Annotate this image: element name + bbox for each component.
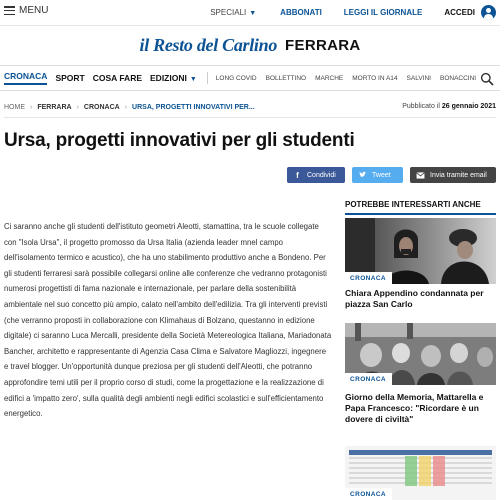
- nav-marche[interactable]: MARCHE: [315, 74, 344, 82]
- breadcrumb-current: URSA, PROGETTI INNOVATIVI PER...: [132, 104, 255, 111]
- related-heading: POTREBBE INTERESSARTI ANCHE: [345, 200, 496, 215]
- nav-salvini[interactable]: SALVINI: [406, 74, 431, 82]
- chevron-right-icon: ›: [124, 104, 128, 111]
- nav-divider: [207, 72, 208, 84]
- related-article-title[interactable]: Giorno della Memoria, Mattarella e Papa Francesco: "Ricordare è un dovere di civiltà": [345, 392, 484, 424]
- share-facebook-label: Condividi: [307, 171, 336, 179]
- publish-prefix: Pubblicato il: [402, 103, 440, 110]
- menu-label: MENU: [19, 5, 49, 16]
- breadcrumb: [4, 98, 496, 118]
- caret-down-icon: ▼: [189, 76, 197, 83]
- city-edition[interactable]: FERRARA: [285, 37, 361, 54]
- hamburger-icon: [4, 6, 15, 15]
- publish-date: [402, 103, 496, 110]
- chevron-right-icon: ›: [76, 104, 79, 111]
- share-email-button[interactable]: [410, 167, 496, 183]
- nav-morto-a14[interactable]: MORTO IN A14: [352, 74, 398, 82]
- article-title: Ursa, progetti innovativi per gli studenti: [4, 130, 355, 151]
- share-twitter-button[interactable]: [352, 167, 403, 183]
- caret-down-icon: ▼: [249, 10, 257, 17]
- related-article-image[interactable]: [345, 323, 496, 385]
- nav-bonaccini[interactable]: BONACCINI: [439, 74, 477, 82]
- user-avatar-icon[interactable]: [481, 5, 496, 20]
- brand-logo[interactable]: il Resto del Carlino: [139, 35, 278, 55]
- share-email-label: Invia tramite email: [430, 171, 487, 179]
- nav-long-covid[interactable]: LONG COVID: [215, 74, 257, 82]
- facebook-icon: f: [296, 170, 299, 180]
- share-facebook-button[interactable]: [287, 167, 345, 183]
- related-article-image[interactable]: [345, 218, 496, 284]
- breadcrumb-city[interactable]: FERRARA: [37, 104, 72, 111]
- publish-date-value: 26 gennaio 2021: [441, 103, 496, 110]
- leggi-giornale-link[interactable]: LEGGI IL GIORNALE: [343, 8, 423, 17]
- nav-bollettino[interactable]: BOLLETTINO: [265, 74, 307, 82]
- related-article-image[interactable]: [345, 446, 496, 500]
- breadcrumb-section[interactable]: CRONACA: [83, 104, 120, 111]
- chevron-right-icon: ›: [30, 104, 33, 111]
- abbonati-link[interactable]: ABBONATI: [280, 8, 322, 17]
- nav-cosa-fare[interactable]: COSA FARE: [92, 73, 143, 83]
- share-twitter-label: Tweet: [372, 171, 391, 179]
- twitter-icon: [358, 171, 367, 179]
- article-body: Ci saranno anche gli studenti dell'istituto geometri Aleotti, stamattina, tra le scuole collegate con "Isola Ursa", il progetto promosso da Ursa Italia (azienda leader mnel campo dell'isolamento termico e acustico), che ha uno stabilimento produttivo anche a Bondeno. Per gli studenti ferraresi sarà possibile collegarsi online alle conferenze che vedranno protagonisti numerosi progettisti di fama nazionale e internazionale, per parlare della sostenibilità ambientale nel suo concetto più ampio, calato nell'ambito dell'edilizia. Tra gli interventi previsti (che verranno proposti in collaborazione con Klimahaus di Bolzano, questanno in edizione digitale) ci saranno Luca Mercalli, presidente della Società Metereologica Italiana, Mariadonata Bancher, architetto e rappresentante di Agenzia Casa Clima e Salvatore Magliozzi, ingegnere e travel blogger. Un'opportunità dunque preziosa per gli studenti dell'Aleotti, che potranno approfondire temi utili per il proprio corso di studi, come la progettazione e la realizzazione di edifici a 'impatto zero', sulla qualità degli ambienti negli edifici scolastici e sull'efficientamento energetico.: [4, 222, 332, 419]
- top-bar: [0, 0, 500, 26]
- mail-icon: [416, 172, 425, 179]
- related-article-title[interactable]: Chiara Appendino condannata per piazza San Carlo: [345, 288, 484, 309]
- top-links: [210, 5, 496, 20]
- nav-edizioni[interactable]: [150, 73, 197, 83]
- nav-cronaca[interactable]: CRONACA: [4, 71, 47, 85]
- breadcrumb-home[interactable]: HOME: [4, 104, 25, 111]
- category-badge: CRONACA: [345, 488, 392, 500]
- search-icon[interactable]: [480, 72, 494, 86]
- nav-sport[interactable]: SPORT: [55, 73, 85, 83]
- category-badge: CRONACA: [345, 373, 392, 385]
- accedi-link[interactable]: ACCEDI: [444, 8, 475, 17]
- speciali-link[interactable]: [210, 8, 256, 17]
- menu-button[interactable]: [4, 5, 48, 16]
- main-nav: [0, 65, 500, 91]
- speciali-label: SPECIALI: [210, 8, 247, 17]
- masthead: [0, 27, 500, 64]
- nav-edizioni-label: EDIZIONI: [150, 73, 187, 83]
- category-badge: CRONACA: [345, 272, 392, 284]
